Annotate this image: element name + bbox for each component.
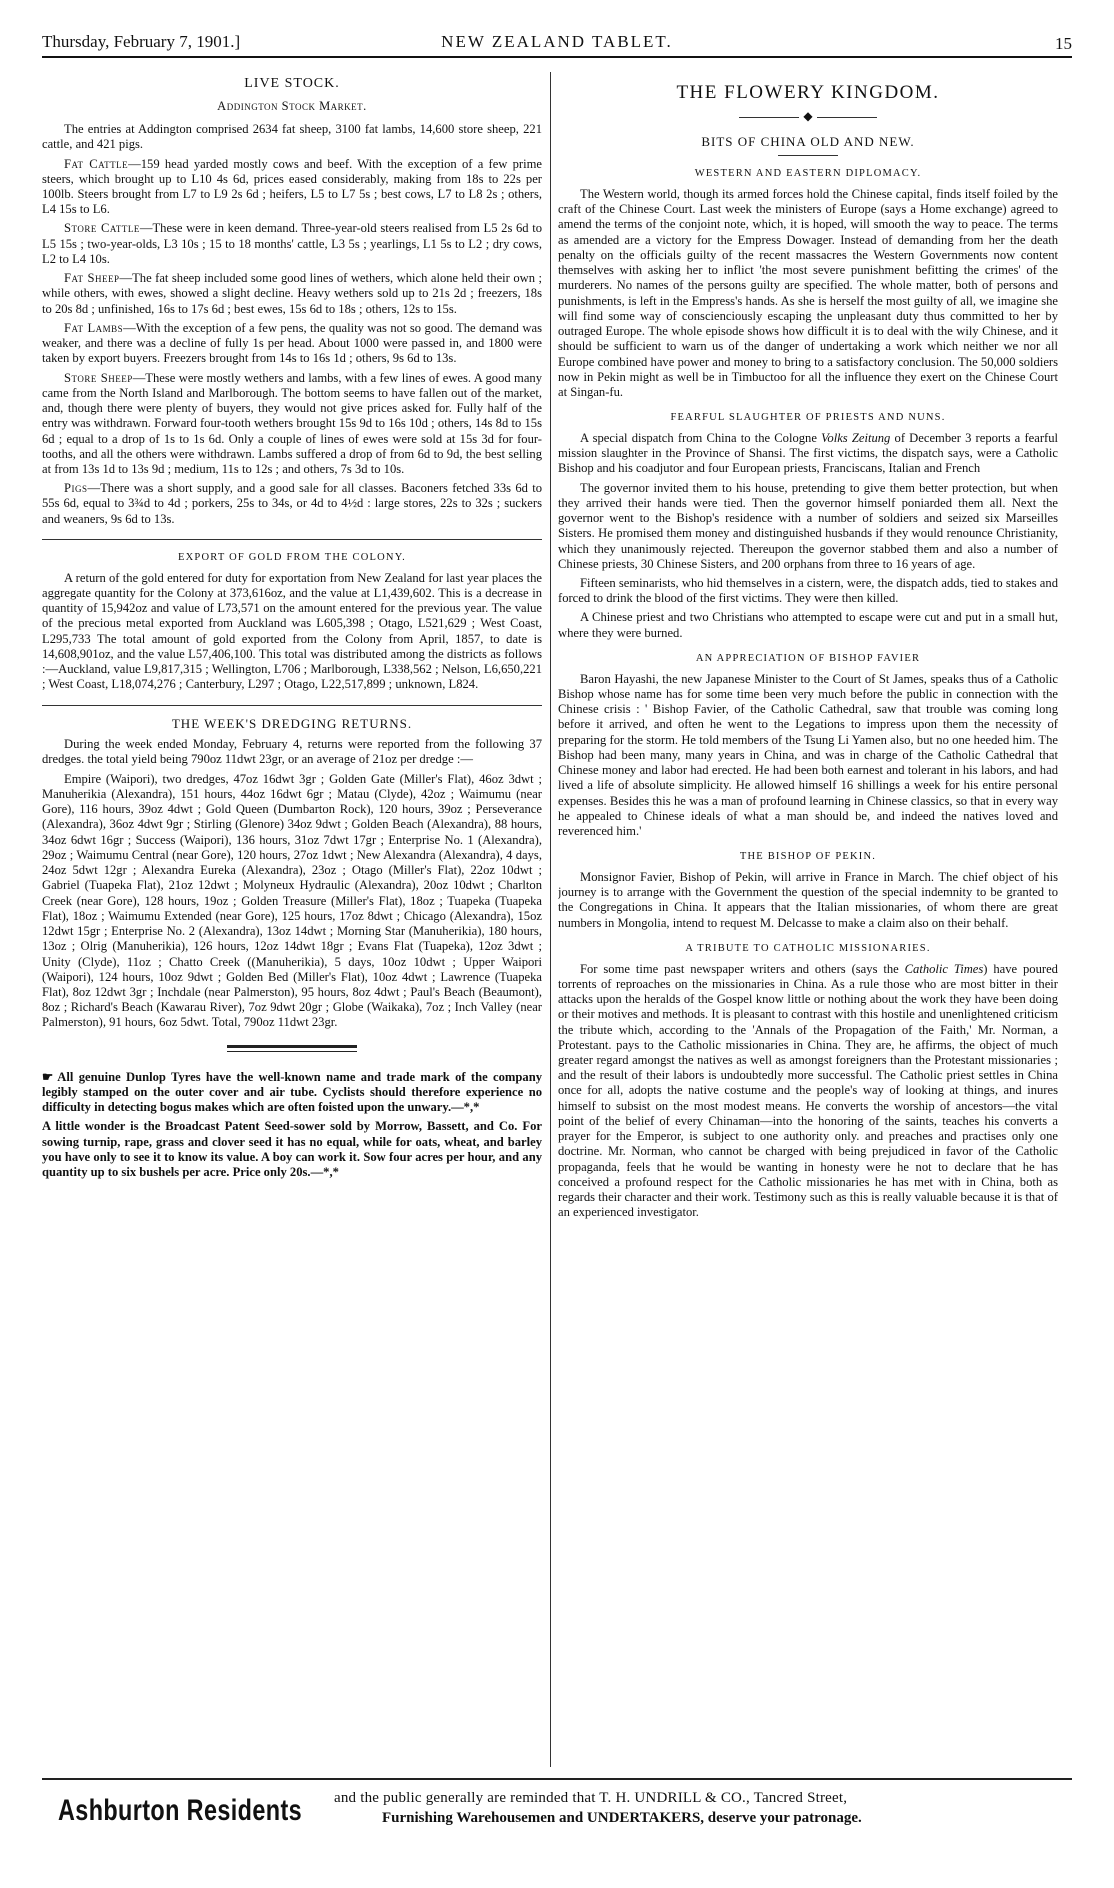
fat-lambs-lead: Fat Lambs	[64, 320, 124, 335]
pekin-body: Monsignor Favier, Bishop of Pekin, will arrive in France in March. The chief object of his journey is to arrange with the Government the question of the special indemnity to be granted to the Congregations in China. It appears that the Italian missionaries, of whom there are great numbers in Mongolia, intend to request M. Delcasse to make a claim also on their behalf.	[558, 869, 1058, 930]
slaughter-paragraph-1	[558, 431, 1058, 477]
issue-date: Thursday, February 7, 1901.]	[42, 32, 241, 51]
pigs-text: —There was a short supply, and a good sale for all classes. Baconers fetched 33s 6d to 55s 6d, equal to 3¾d to 4d ; porkers, 25s to 34s, or 4d to 4½d : large stores, 22s to 32s ; suckers and weaners, 9s 6d to 13s.	[42, 481, 542, 526]
page-number: 15	[1055, 34, 1072, 53]
diplomacy-heading: WESTERN AND EASTERN DIPLOMACY.	[694, 168, 922, 180]
pigs-paragraph	[42, 481, 542, 527]
favier-heading: AN APPRECIATION OF BISHOP FAVIER	[695, 652, 921, 664]
slaughter-paragraph-3: Fifteen seminarists, who hid themselves in a cistern, were, the dispatch adds, tied to stakes and forced to drink the blood of the first victims. They were then killed.	[558, 576, 1058, 606]
footer-advertisement	[42, 1778, 1072, 1850]
newspaper-title: NEW ZEALAND TABLET.	[441, 32, 673, 51]
store-sheep-paragraph	[42, 371, 542, 478]
slaughter-heading: FEARFUL SLAUGHTER OF PRIESTS AND NUNS.	[670, 412, 946, 424]
section-divider	[42, 705, 542, 706]
store-sheep-lead: Store Sheep	[64, 370, 133, 385]
masthead	[42, 28, 1072, 58]
pigs-lead: Pigs	[64, 481, 88, 496]
fat-sheep-paragraph	[42, 271, 542, 317]
flowery-kingdom-title: THE FLOWERY KINGDOM.	[676, 82, 940, 103]
footer-line-2: Furnishing Warehousemen and UNDERTAKERS, deserve your patronage.	[382, 1810, 862, 1826]
china-subtitle: BITS OF CHINA OLD AND NEW.	[701, 133, 915, 149]
diplomacy-body: The Western world, though its armed forces hold the Chinese capital, finds itself foiled by the craft of the Chinese Court. Last week the ministers of Europe (says a Home exchange) agreed to amend the terms of the conjoint note, which, it is hoped, will smooth the way to peace. The terms as amended are a victory for the Empress Dowager. Instead of demanding from her the death penalty on the officials guilty of the recent massacres the Western Governments now content themselves with asking her to inflict 'the most severe punishment befitting the crimes' of the murderers. No names of the persons guilty are specified. The whole matter, both of persons and punishments, is left in the Empress's hands. As she is herself the most guilty of all, we imagine she will find some way of conscienciously escaping the unpleasant duty thus committed to her by outraged Europe. The whole episode shows how difficult it is to deal with the wily Chinese, and it should be sufficient to warn us of the danger of undertaking a work which neither we nor all Europe combined have power and money to bring to a satisfactory conclusion. The 50,000 soldiers now in Pekin might as well be in Timbuctoo for all the influence they exert on the Chinese Court at Singan-fu.	[558, 186, 1058, 399]
tribute-heading: A TRIBUTE TO CATHOLIC MISSIONARIES.	[685, 942, 931, 954]
livestock-intro: The entries at Addington comprised 2634 fat sheep, 3100 fat lambs, 14,600 store sheep, 221 cattle, and 421 pigs.	[42, 122, 542, 152]
footer-line-1: and the public generally are reminded that T. H. UNDRILL & CO., Tancred Street,	[334, 1790, 848, 1806]
livestock-heading: LIVE STOCK.	[244, 76, 340, 91]
slaughter-paragraph-2: The governor invited them to his house, pretending to give them better protection, but when they arrived their hands were tied. Then the governor himself poniarded them all. Next the governor went to the Bishop's residence with a number of soldiers and seized six Marseilles Sisters. He promised them money and distinguished husbands if they would renounce Christianity, which they unanimously rejected. Thereupon the governor stabbed them and also a number of Chinese priests, 30 Chinese Sisters, and 200 orphans from three to 16 years of age.	[558, 480, 1058, 571]
section-divider	[42, 539, 542, 540]
tribute-after: ) have poured torrents of reproaches on the missionaries in China. As a rule those who are most bitter in their attacks upon the heralds of the Gospel know little or nothing about the work they have been doing or their motives and methods. It is pleasant to contrast with this hostile and unenlightened criticism the tribute which, according to the 'Annals of the Propagation of the Faith,' Mr. Norman, a Protestant. pays to the Catholic missionaries in China. They are, he affirms, the object of much greater regard amongst the natives as well as amongst foreigners than the Protestant missionaries ; and the result of their labors is undoubtedly more successful. The Catholic priest settles in China once for all, adopts the native costume and the people's way of looking at things, and inures himself to subsist on the most modest means. He converts the worship of ancestors—the vital point of the belief of every Chinaman—into the honoring of the saints, teaches his converts a prayer for the Emperor, is subject to one authority only. and preaches and practises only one doctrine. Mr. Norman, who cannot be charged with being prejudiced in favor of the Catholic propaganda, feels that he would be wanting in honesty were he not to declare that he has conceived a profound respect for the Catholic missionaries he has met with in China, both as regards their character and their work. Testimony such as this is really valuable because it is that of an experienced investigator.	[558, 961, 1058, 1220]
ornament-divider: ◆	[558, 109, 1058, 124]
gold-export-heading: EXPORT OF GOLD FROM THE COLONY.	[178, 551, 406, 563]
catholic-times: Catholic Times	[904, 961, 984, 976]
store-cattle-text: —These were in keen demand. Three-year-old steers realised from L5 2s 6d to L5 15s ; two-year-olds, L3 10s ; 15 to 18 months' cattle, L3 5s ; yearlings, L1 5s to L2 ; dry cows, L2 to L4 10s.	[42, 221, 542, 266]
tribute-body	[558, 962, 1058, 1221]
slaughter-p1-after: of December 3 reports a fearful mission slaughter in the Province of Shansi. The first victims, the dispatch says, were a Catholic Bishop and his coadjutor and four European priests, Franciscans, Italian and French	[558, 430, 1058, 476]
slaughter-paragraph-4: A Chinese priest and two Christians who attempted to escape were cut and put in a small hut, where they were burned.	[558, 610, 1058, 640]
fat-cattle-paragraph	[42, 157, 542, 218]
slaughter-p1-before: A special dispatch from China to the Cologne	[580, 430, 817, 445]
short-rule	[778, 155, 838, 156]
fat-lambs-text: —With the exception of a few pens, the quality was not so good. The demand was weaker, and there was a decline of fully 1s per head. About 1000 were passed in, and 1800 were taken by export buyers. Freezers brought from 14s to 16s 1d ; others, 9s 6d to 13s.	[42, 320, 542, 366]
livestock-subheading: Addington Stock Market.	[217, 98, 367, 113]
dunlop-notice	[42, 1070, 542, 1116]
fat-cattle-lead: Fat Cattle	[64, 156, 129, 171]
tribute-before: For some time past newspaper writers and others (says the	[580, 961, 899, 976]
gold-export-body: A return of the gold entered for duty for exportation from New Zealand for last year places the aggregate quantity for the Colony at 373,616oz, and the value at L1,439,602. This is a decrease in quantity of 15,942oz and value of L73,571 on the amount entered for the previous year. The value of the precious metal exported from Auckland was L605,398 ; Otago, L521,629 ; West Coast, L295,733 The total amount of gold exported from the Colony from April, 1857, to date is 14,608,901oz, and the value L57,406,100. This total was distributed among the districts as follows :—Auckland, value L9,817,315 ; Wellington, L706 ; Marlborough, L338,562 ; Nelson, L6,650,221 ; West Coast, L18,074,276 ; Canterbury, L297 ; Otago, L22,517,899 ; unknown, L824.	[42, 570, 542, 692]
ashburton-residents-brand: Ashburton Residents	[58, 1794, 303, 1827]
dunlop-text: All genuine Dunlop Tyres have the well-known name and trade mark of the company legibly stamped on the outer cover and air tube. Cyclists should therefore experience no difficulty in detecting bogus makes which are often foisted upon the unwary.—*,*	[42, 1069, 542, 1115]
pointing-hand-icon: ☛	[42, 1069, 54, 1084]
fat-sheep-lead: Fat Sheep	[64, 271, 120, 286]
fat-lambs-paragraph	[42, 321, 542, 367]
column-rule	[550, 72, 551, 1767]
volks-zeitung: Volks Zeitung	[821, 430, 891, 445]
store-cattle-paragraph	[42, 221, 542, 267]
dredging-heading: THE WEEK'S DREDGING RETURNS.	[171, 715, 413, 731]
seed-sower-notice: A little wonder is the Broadcast Patent Seed-sower sold by Morrow, Bassett, and Co. For sowing turnip, rape, grass and clover seed it has no equal, while for oats, wheat, and barley you have only to see it to know its value. A boy can work it. Sow four acres per hour, and any quantity up to six bushels per acre. Price only 20s.—*,*	[42, 1119, 542, 1180]
right-column	[558, 72, 1058, 1767]
pekin-heading: THE BISHOP OF PEKIN.	[739, 851, 877, 863]
double-rule-divider	[227, 1045, 357, 1052]
store-sheep-text: —These were mostly wethers and lambs, with a few lines of ewes. A good many came from the North Island and Marlborough. The bottom seems to have fallen out of the market, and, though there were plenty of buyers, they would not give prices asked for. Fully half of the entry was withdrawn. Forward four-tooth wethers brought 15s 9d to 16s 10d ; others, 14s 8d to 15s 6d ; equal to a drop of 1s to 1s 6d. Only a couple of lines of ewes were sold at 15s 3d for four-tooths, and all the others were withdrawn. Lambs suffered a drop of from 6d to 9d, the best selling at from 13s 1d to 13s 9d ; medium, 11s to 12s ; and others, 7s 3d to 10s.	[42, 370, 542, 476]
fat-sheep-text: —The fat sheep included some good lines of wethers, which alone held their own ; while others, with ewes, showed a slight decline. Heavy wethers sold up to 21s 2d ; freezers, 18s to 20s 8d ; unfinished, 16s to 17s 6d ; best ewes, 15s 6d to 18s ; others, 12s to 15s.	[42, 271, 542, 316]
fat-cattle-text: —159 head yarded mostly cows and beef. With the exception of a few prime steers, which brought up to L10 4s 6d, prices eased considerably, making from 18s to 22s per 100lb. Steers brought from L7 to L9 2s 6d ; heifers, L5 to L7 5s ; best cows, L7 to L8 2s ; others, L4 15s to L6.	[42, 156, 542, 217]
left-column	[42, 72, 542, 1767]
dredging-list: Empire (Waipori), two dredges, 47oz 16dwt 3gr ; Golden Gate (Miller's Flat), 46oz 3dwt ; Manuherikia (Alexandra), 151 hours, 44oz 16dwt 6gr ; Matau (Clyde), 42oz ; Waimumu (near Gore), 116 hours, 39oz 4dwt ; Gold Queen (Dumbarton Rock), 120 hours, 39oz ; Perseverance (Alexandra), 36oz 4dwt 9gr ; Stirling (Glenore) 34oz 9dwt ; Golden Beach (Alexandra), 88 hours, 34oz 6dwt 16gr ; Success (Waipori), 136 hours, 31oz 7dwt 17gr ; Enterprise No. 1 (Alexandra), 29oz ; Waimumu Central (near Gore), 120 hours, 27oz 1dwt ; New Alexandra (Alexandra), 4 days, 24oz 5dwt 12gr ; Alexandra Eureka (Alexandra), 23oz ; Otago (Miller's Flat), 22oz 10dwt ; Gabriel (Tuapeka Flat), 21oz 12dwt ; Molyneux Hydraulic (Alexandra), 20oz 10dwt ; Charlton Creek (near Gore), 128 hours, 19oz ; Golden Treasure (Miller's Flat), 18oz ; Tuapeka (Tuapeka Flat), 18oz ; Waimumu Extended (near Gore), 125 hours, 17oz 8dwt ; Chicago (Alexandra), 15oz 12dwt 15gr ; Enterprise No. 2 (Alexandra), 13oz 14dwt ; Morning Star (Manuherikia), 180 hours, 13oz ; Olrig (Manuherikia), 126 hours, 12oz 14dwt 18gr ; Evans Flat (Tuapeka), 12oz 3dwt ; Unity (Clyde), 11oz ; Chatto Creek ((Manuherikia), 5 days, 10oz 10dwt ; Upper Waipori (Waipori), 124 hours, 10oz 9dwt ; Golden Bed (Miller's Flat), 10oz 4dwt ; Lawrence (Tuapeka Flat), 8oz 12dwt 3gr ; Inchdale (near Palmerston), 95 hours, 8oz 4dwt ; Paul's Beach (Beaumont), 8oz ; Richard's Beach (Kawarau River), 7oz 9dwt 20gr ; Globe (Waikaka), 7oz ; Inch Valley (near Palmerston), 91 hours, 6oz 5dwt. Total, 790oz 11dwt 23gr.	[42, 771, 542, 1030]
favier-body: Baron Hayashi, the new Japanese Minister to the Court of St James, speaks thus of a Catholic Bishop whose name has for some time been very much before the public in connection with the Chinese crisis : ' Bishop Favier, of the Catholic Cathedral, saw that trouble was coming long before it arrived, and often he went to the Legations to impress upon them the necessity of preparing for the storm. He told members of the Tsung Li Yamen also, but no one heeded him. The Bishop had been many, many years in China, and was in charge of the Catholic Cathedral that Chinese money and labor had erected. He had been both earnest and tolerant in his labors, and had lived a life of absolute simplicity. He allowed himself 16 shillings a week for his entire personal expenses. Besides this he was a man of profound learning in Chinese classics, so that in every way he appealed to Chinese ideals of what a man should be, and indeed the natives loved and reverenced him.'	[558, 671, 1058, 838]
dredging-intro: During the week ended Monday, February 4, returns were reported from the following 37 dredges. the total yield being 790oz 11dwt 23gr, or an average of 21oz per dredge :—	[42, 737, 542, 767]
store-cattle-lead: Store Cattle	[64, 221, 140, 236]
